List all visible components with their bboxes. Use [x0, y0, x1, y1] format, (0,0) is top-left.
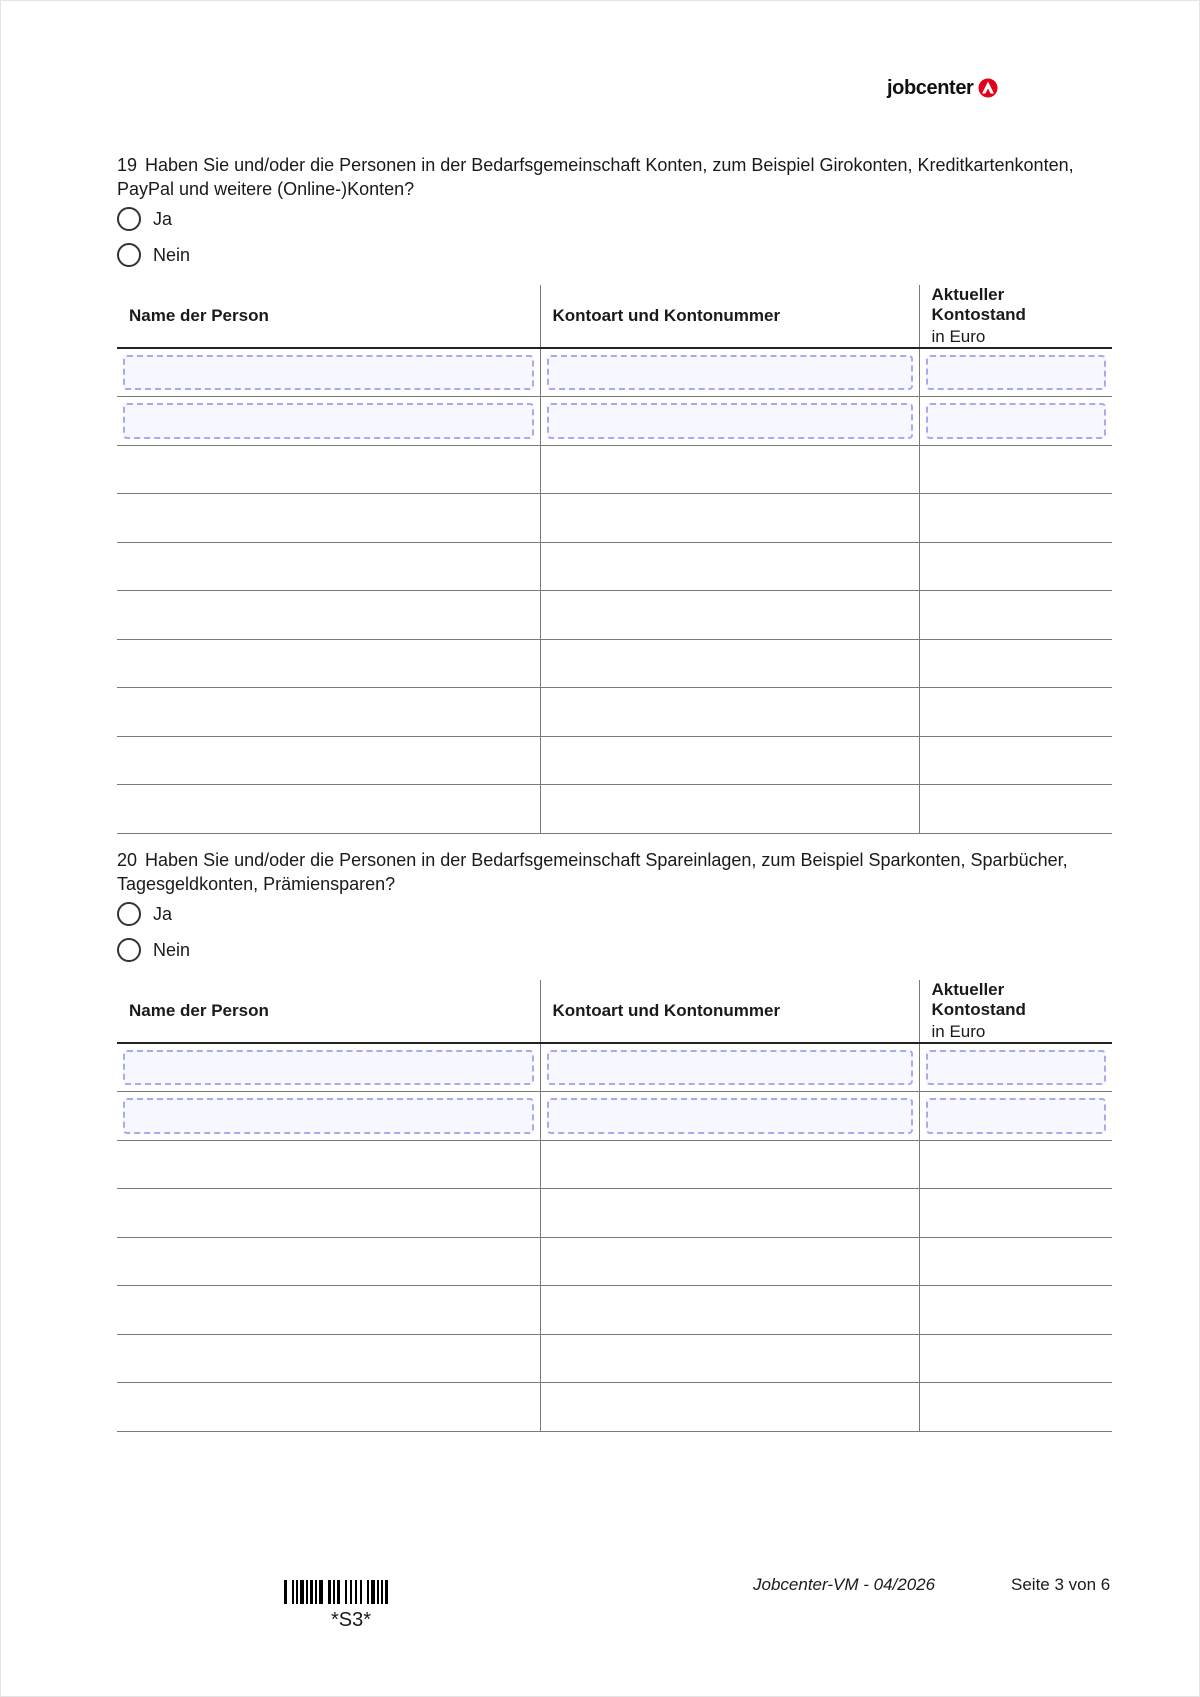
- header-balance: Aktueller Kontostand in Euro: [919, 285, 1112, 348]
- name-cell[interactable]: [117, 639, 540, 688]
- name-input[interactable]: [123, 403, 534, 439]
- page-number: Seite 3 von 6: [1011, 1575, 1111, 1594]
- table-row: [117, 1237, 1112, 1286]
- account-input[interactable]: [547, 1098, 913, 1134]
- name-cell[interactable]: [117, 785, 540, 834]
- table-row: [117, 591, 1112, 640]
- account-cell[interactable]: [540, 445, 919, 494]
- table-row: [117, 542, 1112, 591]
- radio-button[interactable]: [117, 243, 141, 267]
- balance-cell[interactable]: [919, 1140, 1112, 1189]
- jobcenter-logo: [887, 75, 999, 101]
- q20-option-no[interactable]: [117, 938, 190, 962]
- account-cell[interactable]: [540, 1189, 919, 1238]
- balance-cell[interactable]: [919, 688, 1112, 737]
- jobcenter-arrow-icon: [977, 78, 999, 98]
- account-cell[interactable]: [540, 397, 919, 446]
- question-text: Haben Sie und/oder die Personen in der Bedarfsgemeinschaft Spareinlagen, zum Beispiel Sparkonten, Sparbücher, Tagesgeldkonten, Prämiensparen?: [117, 850, 1068, 894]
- name-cell[interactable]: [117, 1092, 540, 1141]
- accounts-table: [117, 285, 1112, 834]
- name-cell[interactable]: [117, 1383, 540, 1432]
- table-row: [117, 1286, 1112, 1335]
- table-header-row: [117, 285, 1112, 348]
- balance-cell[interactable]: [919, 785, 1112, 834]
- savings-table: [117, 980, 1112, 1432]
- name-input[interactable]: [123, 1098, 534, 1134]
- balance-input[interactable]: [926, 1098, 1107, 1134]
- name-cell[interactable]: [117, 1237, 540, 1286]
- balance-cell[interactable]: [919, 1092, 1112, 1141]
- balance-cell[interactable]: [919, 1334, 1112, 1383]
- name-cell[interactable]: [117, 348, 540, 397]
- name-cell[interactable]: [117, 1043, 540, 1092]
- balance-cell[interactable]: [919, 494, 1112, 543]
- balance-input[interactable]: [926, 403, 1107, 439]
- logo-text: jobcenter: [887, 76, 974, 99]
- table-row: [117, 397, 1112, 446]
- header-account: Kontoart und Kontonummer: [540, 980, 919, 1043]
- balance-cell[interactable]: [919, 591, 1112, 640]
- option-label: Ja: [153, 903, 173, 924]
- question-text: Haben Sie und/oder die Personen in der Bedarfsgemeinschaft Konten, zum Beispiel Girokonten, Kreditkartenkonten, PayPal und weitere (Online-)Konten?: [117, 155, 1074, 199]
- balance-cell[interactable]: [919, 1237, 1112, 1286]
- balance-cell[interactable]: [919, 736, 1112, 785]
- table-header-row: [117, 980, 1112, 1043]
- account-cell[interactable]: [540, 494, 919, 543]
- balance-input[interactable]: [926, 1050, 1107, 1085]
- question-number: 20: [117, 850, 138, 870]
- name-cell[interactable]: [117, 445, 540, 494]
- account-cell[interactable]: [540, 1383, 919, 1432]
- table-row: [117, 348, 1112, 397]
- account-cell[interactable]: [540, 542, 919, 591]
- account-cell[interactable]: [540, 736, 919, 785]
- table-row: [117, 1189, 1112, 1238]
- name-cell[interactable]: [117, 688, 540, 737]
- name-cell[interactable]: [117, 591, 540, 640]
- balance-cell[interactable]: [919, 1383, 1112, 1432]
- name-input[interactable]: [123, 355, 534, 390]
- name-cell[interactable]: [117, 1334, 540, 1383]
- balance-input[interactable]: [926, 355, 1107, 390]
- name-cell[interactable]: [117, 1140, 540, 1189]
- name-cell[interactable]: [117, 1286, 540, 1335]
- table-row: [117, 688, 1112, 737]
- q20-option-yes[interactable]: [117, 902, 172, 926]
- radio-button[interactable]: [117, 938, 141, 962]
- balance-cell[interactable]: [919, 1189, 1112, 1238]
- account-cell[interactable]: [540, 1140, 919, 1189]
- table-row: [117, 1043, 1112, 1092]
- option-label: Ja: [153, 208, 173, 229]
- header-balance: Aktueller Kontostand in Euro: [919, 980, 1112, 1043]
- barcode: [284, 1580, 428, 1604]
- name-cell[interactable]: [117, 494, 540, 543]
- form-code: Jobcenter-VM - 04/2026: [753, 1575, 936, 1594]
- option-label: Nein: [153, 939, 191, 960]
- table-row: [117, 494, 1112, 543]
- balance-cell[interactable]: [919, 1286, 1112, 1335]
- account-cell[interactable]: [540, 591, 919, 640]
- balance-cell[interactable]: [919, 397, 1112, 446]
- table-row: [117, 785, 1112, 834]
- account-input[interactable]: [547, 355, 913, 390]
- account-cell[interactable]: [540, 348, 919, 397]
- header-account: Kontoart und Kontonummer: [540, 285, 919, 348]
- table-row: [117, 1334, 1112, 1383]
- table-row: [117, 736, 1112, 785]
- question-number: 19: [117, 155, 138, 175]
- account-input[interactable]: [547, 403, 913, 439]
- name-cell[interactable]: [117, 736, 540, 785]
- account-cell[interactable]: [540, 1043, 919, 1092]
- account-cell[interactable]: [540, 785, 919, 834]
- table-row: [117, 1092, 1112, 1141]
- account-cell[interactable]: [540, 1237, 919, 1286]
- account-cell[interactable]: [540, 1334, 919, 1383]
- balance-cell[interactable]: [919, 348, 1112, 397]
- account-cell[interactable]: [540, 688, 919, 737]
- account-cell[interactable]: [540, 1286, 919, 1335]
- question-20: [117, 848, 1107, 896]
- barcode-label: *S3*: [331, 1609, 372, 1631]
- radio-button[interactable]: [117, 207, 141, 231]
- name-cell[interactable]: [117, 1189, 540, 1238]
- table-row: [117, 445, 1112, 494]
- table-row: [117, 639, 1112, 688]
- q19-option-yes[interactable]: [117, 207, 172, 231]
- account-cell[interactable]: [540, 639, 919, 688]
- radio-button[interactable]: [117, 902, 141, 926]
- name-cell[interactable]: [117, 542, 540, 591]
- balance-cell[interactable]: [919, 542, 1112, 591]
- name-input[interactable]: [123, 1050, 534, 1085]
- balance-cell[interactable]: [919, 445, 1112, 494]
- q19-option-no[interactable]: [117, 243, 190, 267]
- question-19: [117, 153, 1107, 201]
- header-balance-unit: in Euro: [931, 327, 986, 346]
- table-row: [117, 1383, 1112, 1432]
- account-input[interactable]: [547, 1050, 913, 1085]
- balance-cell[interactable]: [919, 1043, 1112, 1092]
- balance-cell[interactable]: [919, 639, 1112, 688]
- header-balance-unit: in Euro: [931, 1022, 986, 1041]
- option-label: Nein: [153, 244, 191, 265]
- table-row: [117, 1140, 1112, 1189]
- account-cell[interactable]: [540, 1092, 919, 1141]
- header-name: Name der Person: [117, 285, 540, 348]
- name-cell[interactable]: [117, 397, 540, 446]
- header-name: Name der Person: [117, 980, 540, 1043]
